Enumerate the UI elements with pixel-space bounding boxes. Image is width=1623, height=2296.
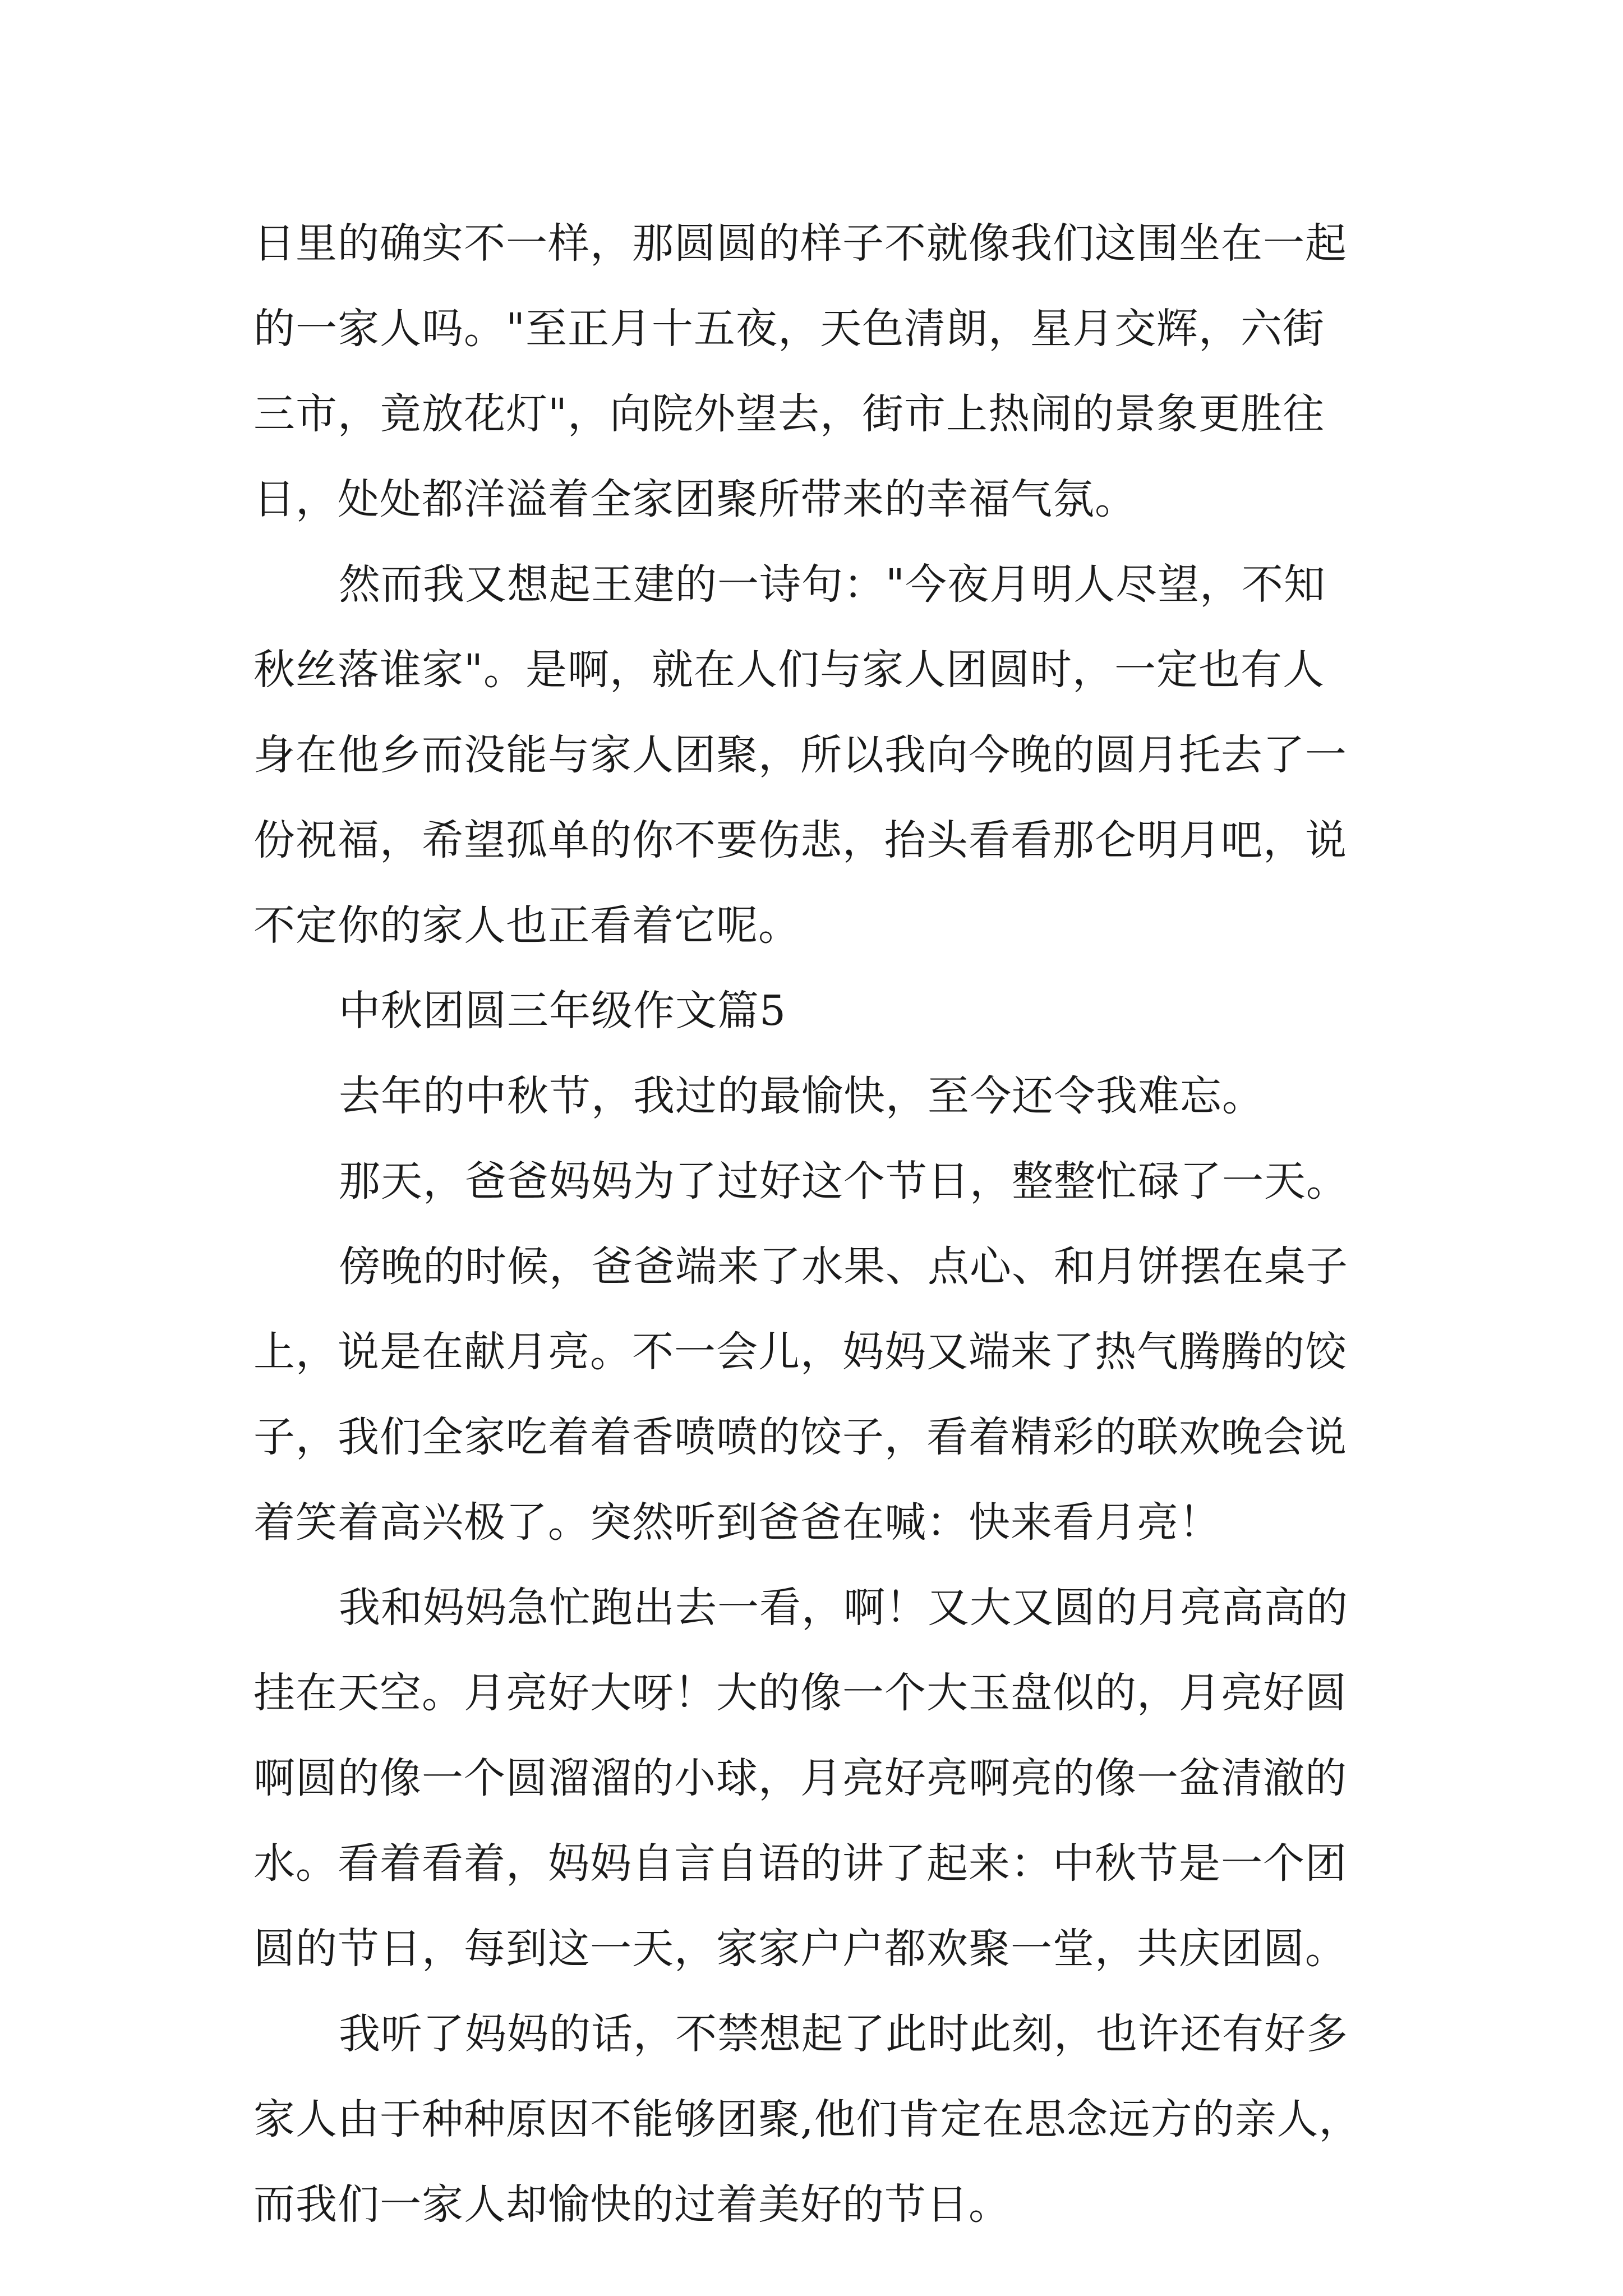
- text-line: 上，说是在献月亮。不一会儿，妈妈又端来了热气腾腾的饺: [253, 1328, 1347, 1376]
- paragraph-first-line: 傍晚的时候，爸爸端来了水果、点心、和月饼摆在桌子: [339, 1243, 1348, 1291]
- text-line: 身在他乡而没能与家人团聚，所以我向今晚的圆月托去了一: [253, 731, 1347, 779]
- paragraph-first-line: 我和妈妈急忙跑出去一看，啊！又大又圆的月亮高高的: [339, 1584, 1348, 1632]
- text-line: 日里的确实不一样，那圆圆的样子不就像我们这围坐在一起: [253, 219, 1347, 268]
- text-line: 着笑着高兴极了。突然听到爸爸在喊：快来看月亮！: [253, 1498, 1221, 1547]
- text-line: 而我们一家人却愉快的过着美好的节日。: [253, 2180, 1011, 2229]
- paragraph-first-line: 那天，爸爸妈妈为了过好这个节日，整整忙碌了一天。: [339, 1157, 1348, 1205]
- text-line: 水。看着看着，妈妈自言自语的讲了起来：中秋节是一个团: [253, 1839, 1347, 1888]
- paragraph-first-line: 然而我又想起王建的一诗句："今夜月明人尽望，不知: [339, 560, 1326, 609]
- text-line: 的一家人吗。"至正月十五夜，天色清朗，星月交辉，六街: [253, 305, 1325, 353]
- text-line: 三市，竟放花灯"，向院外望去，街市上热闹的景象更胜往: [253, 390, 1325, 438]
- text-line: 圆的节日，每到这一天，家家户户都欢聚一堂，共庆团圆。: [253, 1925, 1347, 1973]
- text-line: 日，处处都洋溢着全家团聚所带来的幸福气氛。: [253, 475, 1137, 523]
- section-heading: 中秋团圆三年级作文篇5: [339, 987, 787, 1035]
- paragraph-first-line: 我听了妈妈的话，不禁想起了此时此刻，也许还有好多: [339, 2010, 1348, 2058]
- text-line: 家人由于种种原因不能够团聚,他们肯定在思念远方的亲人，: [253, 2095, 1361, 2143]
- text-line: 挂在天空。月亮好大呀！大的像一个大玉盘似的，月亮好圆: [253, 1669, 1347, 1717]
- essay-body: [253, 201, 1381, 2247]
- text-line: 子，我们全家吃着着香喷喷的饺子，看着精彩的联欢晚会说: [253, 1413, 1347, 1461]
- text-line: 份祝福，希望孤单的你不要伤悲，抬头看看那仑明月吧，说: [253, 816, 1347, 864]
- text-line: 不定你的家人也正看着它呢。: [253, 901, 800, 950]
- text-line: 啊圆的像一个圆溜溜的小球，月亮好亮啊亮的像一盆清澈的: [253, 1754, 1347, 1802]
- text-line: 秋丝落谁家"。是啊，就在人们与家人团圆时，一定也有人: [253, 646, 1325, 694]
- paragraph-first-line: 去年的中秋节，我过的最愉快，至今还令我难忘。: [339, 1072, 1264, 1120]
